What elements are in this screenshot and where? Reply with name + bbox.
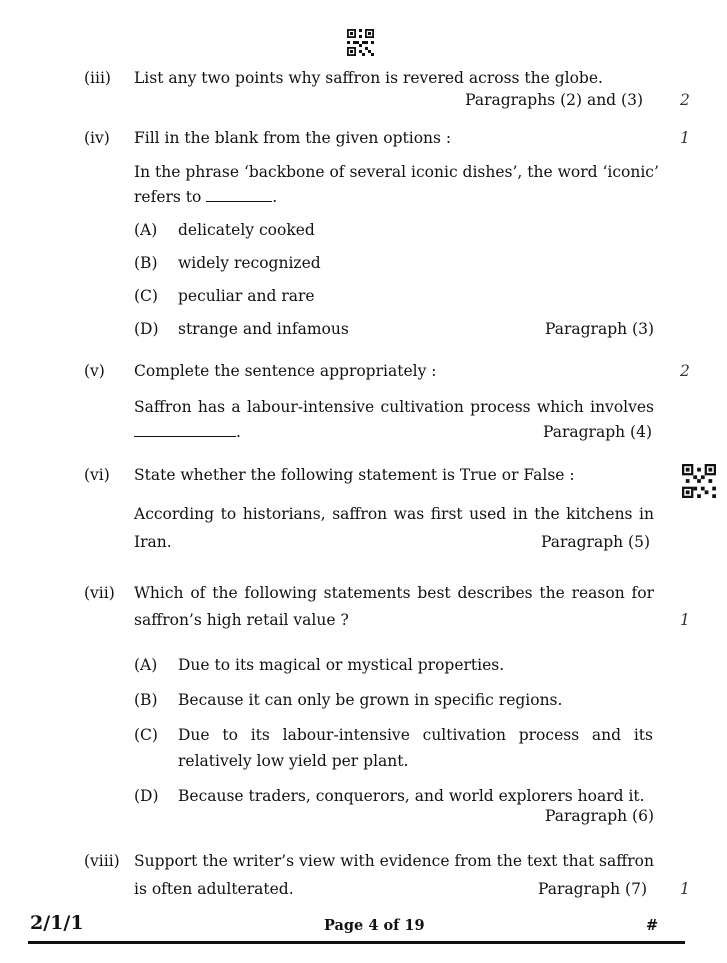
question-stem: Saffron has a labour-intensive cultivation process which involves [134, 398, 654, 416]
question-text-line2: saffron’s high retail value ? [134, 611, 349, 629]
marks: 2 [680, 91, 690, 109]
option-text: peculiar and rare [178, 287, 315, 305]
question-text: Which of the following statements best describes the reason for [134, 584, 654, 602]
question-stem-line2: Iran. [134, 533, 172, 551]
marks: 1 [680, 611, 690, 629]
question-number: (iii) [84, 69, 111, 87]
question-text: Support the writer’s view with evidence from the text that saffron [134, 852, 654, 870]
question-number: (v) [84, 362, 105, 380]
page-number: Page 4 of 19 [324, 917, 425, 934]
option-label: (B) [134, 691, 158, 709]
question-text: State whether the following statement is True or False : [134, 466, 575, 484]
qr-code-side [682, 464, 716, 498]
question-text: Fill in the blank from the given options : [134, 129, 452, 147]
marks: 1 [680, 880, 690, 898]
answer-blank [134, 424, 236, 437]
option-label: (D) [134, 320, 159, 338]
answer-blank [206, 189, 272, 202]
qr-code-top [347, 29, 374, 56]
option-label: (D) [134, 787, 159, 805]
paragraph-reference: Paragraph (4) [543, 423, 652, 441]
marks: 2 [680, 362, 690, 380]
question-stem-line2: . [134, 423, 241, 442]
option-text: Because it can only be grown in specific regions. [178, 691, 563, 709]
question-number: (vii) [84, 584, 115, 602]
marks: 1 [680, 129, 690, 147]
option-text-line2: relatively low yield per plant. [178, 752, 409, 770]
paragraph-reference: Paragraphs (2) and (3) [465, 91, 643, 109]
hash-mark: # [646, 917, 659, 934]
footer-rule [28, 941, 685, 944]
option-label: (C) [134, 287, 158, 305]
paper-code: 2/1/1 [30, 912, 84, 934]
question-number: (iv) [84, 129, 110, 147]
paragraph-reference: Paragraph (6) [545, 807, 654, 825]
question-number: (vi) [84, 466, 110, 484]
option-text: delicately cooked [178, 221, 315, 239]
option-text: Due to its labour-intensive cultivation process and its [178, 726, 653, 744]
option-text: Because traders, conquerors, and world explorers hoard it. [178, 787, 645, 805]
question-text-line2: is often adulterated. [134, 880, 294, 898]
question-text: List any two points why saffron is revered across the globe. [134, 69, 603, 87]
option-label: (C) [134, 726, 158, 744]
question-text: Complete the sentence appropriately : [134, 362, 437, 380]
question-number: (viii) [84, 852, 120, 870]
option-text: strange and infamous [178, 320, 349, 338]
option-label: (A) [134, 656, 158, 674]
question-stem: In the phrase ‘backbone of several iconic dishes’, the word ‘iconic’ [134, 163, 659, 181]
paragraph-reference: Paragraph (7) [538, 880, 647, 898]
paragraph-reference: Paragraph (3) [545, 320, 654, 338]
option-label: (B) [134, 254, 158, 272]
stem-text: refers to [134, 188, 202, 206]
paragraph-reference: Paragraph (5) [541, 533, 650, 551]
option-text: Due to its magical or mystical properties. [178, 656, 505, 674]
question-stem-line2: refers to . [134, 188, 278, 206]
option-label: (A) [134, 221, 158, 239]
question-stem: According to historians, saffron was first used in the kitchens in [134, 505, 654, 523]
option-text: widely recognized [178, 254, 321, 272]
